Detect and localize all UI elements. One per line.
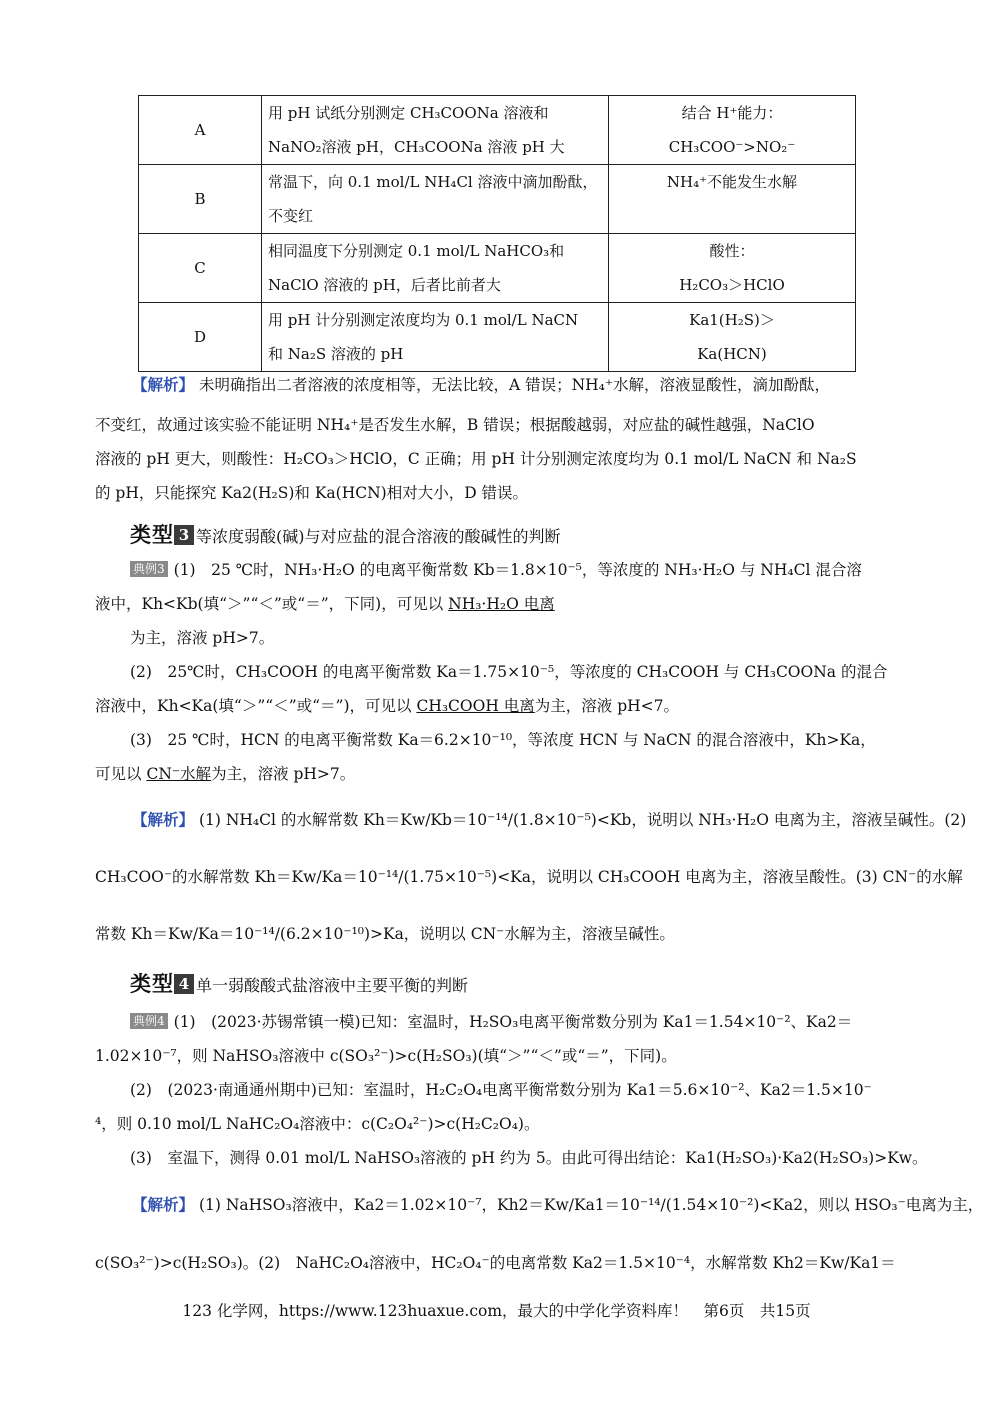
question-line: ⁴，则 0.10 mol/L NaHC₂O₄溶液中：c(C₂O₄²⁻)>c(H₂C₂O₄)。 xyxy=(95,1115,540,1133)
analysis-tag: 【解析】 xyxy=(132,375,195,394)
question-line: 为主，溶液 pH>7。 xyxy=(130,629,275,647)
question-line: (3) 室温下，测得 0.01 mol/L NaHSO₃溶液的 pH 约为 5。由此可得出结论：Ka1(H₂SO₃)·Ka2(H₂SO₃)>Kw。 xyxy=(130,1149,928,1167)
text-line: 的 pH，只能探究 Ka2(H₂S)和 Ka(HCN)相对大小，D 错误。 xyxy=(95,484,529,502)
question-line: 液中，Kh<Kb(填“＞”“＜”或“＝”，下同)，可见以 NH₃·H₂O 电离 xyxy=(95,595,555,613)
table-row xyxy=(139,234,856,303)
answer-blank: CH₃COOH 电离 xyxy=(416,697,535,715)
question-line: 溶液中，Kh<Ka(填“＞”“＜”或“＝”)，可见以 CH₃COOH 电离为主，溶液 pH<7。 xyxy=(95,697,679,715)
analysis-tag: 【解析】 xyxy=(132,810,195,829)
section-title: 单一弱酸酸式盐溶液中主要平衡的判断 xyxy=(196,976,469,995)
question-line: 典例3 (1) 25 ℃时，NH₃·H₂O 的电离平衡常数 Kb＝1.8×10⁻⁵，等浓度的 NH₃·H₂O 与 NH₄Cl 混合溶 xyxy=(130,558,898,580)
text-line: CH₃COO⁻的水解常数 Kh＝Kw/Ka＝10⁻¹⁴/(1.75×10⁻⁵)<Ka，说明以 CH₃COOH 电离为主，溶液呈酸性。(3) CN⁻的水解 xyxy=(95,868,963,886)
option-label: C xyxy=(139,234,262,303)
operation-cell: 常温下，向 0.1 mol/L NH₄Cl 溶液中滴加酚酞， 不变红 xyxy=(262,165,609,234)
option-label: D xyxy=(139,303,262,372)
text-line: 不变红，故通过该实验不能证明 NH₄⁺是否发生水解，B 错误；根据酸越弱，对应盐的碱性越强，NaClO xyxy=(95,416,815,434)
analysis-tag: 【解析】 xyxy=(132,1195,195,1214)
text-line: 常数 Kh＝Kw/Ka＝10⁻¹⁴/(6.2×10⁻¹⁰)>Ka，说明以 CN⁻水解为主，溶液呈碱性。 xyxy=(95,925,675,943)
text-line: 未明确指出二者溶液的浓度相等，无法比较，A 错误；NH₄⁺水解，溶液显酸性，滴加酚酞， xyxy=(198,376,831,394)
example-badge: 典例3 xyxy=(130,561,168,577)
table-row xyxy=(139,303,856,372)
operation-cell: 用 pH 计分别测定浓度均为 0.1 mol/L NaCN 和 Na₂S 溶液的 pH xyxy=(262,303,609,372)
conclusion-cell: 酸性： H₂CO₃＞HClO xyxy=(609,234,856,303)
section-heading: 类型 4 单一弱酸酸式盐溶液中主要平衡的判断 xyxy=(130,971,469,996)
text-line: 溶液的 pH 更大，则酸性：H₂CO₃＞HClO，C 正确；用 pH 计分别测定浓度均为 0.1 mol/L NaCN 和 Na₂S xyxy=(95,450,857,468)
option-label: A xyxy=(139,96,262,165)
options-table xyxy=(138,95,856,372)
table-row xyxy=(139,165,856,234)
question-line: 典例4 (1) (2023·苏锡常镇一模)已知：室温时，H₂SO₃电离平衡常数分别为 Ka1＝1.54×10⁻²、Ka2＝ xyxy=(130,1010,898,1032)
analysis-paragraph: 【解析】 (1) NH₄Cl 的水解常数 Kh＝Kw/Kb＝10⁻¹⁴/(1.8×10⁻⁵)<Kb，说明以 NH₃·H₂O 电离为主，溶液呈碱性。(2) xyxy=(132,810,967,829)
example-badge: 典例4 xyxy=(130,1013,168,1029)
question-line: 1.02×10⁻⁷，则 NaHSO₃溶液中 c(SO₃²⁻)>c(H₂SO₃)(填“＞”“＜”或“＝”，下同)。 xyxy=(95,1047,677,1065)
analysis-paragraph xyxy=(132,373,898,395)
conclusion-cell: NH₄⁺不能发生水解 xyxy=(609,165,856,234)
option-label: B xyxy=(139,165,262,234)
question-line: (2) (2023·南通通州期中)已知：室温时，H₂C₂O₄电离平衡常数分别为 Ka1＝5.6×10⁻²、Ka2＝1.5×10⁻ xyxy=(130,1081,872,1099)
conclusion-cell: Ka1(H₂S)＞ Ka(HCN) xyxy=(609,303,856,372)
table-row xyxy=(139,96,856,165)
section-heading: 类型 3 等浓度弱酸(碱)与对应盐的混合溶液的酸碱性的判断 xyxy=(130,522,561,547)
answer-blank: CN⁻水解 xyxy=(146,765,212,783)
section-number-badge: 4 xyxy=(174,974,194,994)
page-footer: 123 化学网，https://www.123huaxue.com，最大的中学化学资料库！ 第6页 共15页 xyxy=(182,1302,811,1320)
answer-blank: NH₃·H₂O 电离 xyxy=(448,595,555,613)
operation-cell: 相同温度下分别测定 0.1 mol/L NaHCO₃和 NaClO 溶液的 pH，后者比前者大 xyxy=(262,234,609,303)
section-number-badge: 3 xyxy=(174,525,194,545)
text-line: c(SO₃²⁻)>c(H₂SO₃)。(2) NaHC₂O₄溶液中，HC₂O₄⁻的电离常数 Ka2＝1.5×10⁻⁴，水解常数 Kh2＝Kw/Ka1＝ xyxy=(95,1254,896,1272)
question-line: (3) 25 ℃时，HCN 的电离平衡常数 Ka＝6.2×10⁻¹⁰，等浓度 HCN 与 NaCN 的混合溶液中，Kh>Ka， xyxy=(130,731,876,749)
section-title: 等浓度弱酸(碱)与对应盐的混合溶液的酸碱性的判断 xyxy=(196,527,561,546)
question-line: 可见以 CN⁻水解为主，溶液 pH>7。 xyxy=(95,765,356,783)
operation-cell: 用 pH 试纸分别测定 CH₃COONa 溶液和 NaNO₂溶液 pH，CH₃COONa 溶液 pH 大 xyxy=(262,96,609,165)
analysis-paragraph: 【解析】 (1) NaHSO₃溶液中，Ka2＝1.02×10⁻⁷，Kh2＝Kw/Ka1＝10⁻¹⁴/(1.54×10⁻²)<Ka2，则以 HSO₃⁻电离为主， xyxy=(132,1195,984,1214)
conclusion-cell: 结合 H⁺能力： CH₃COO⁻>NO₂⁻ xyxy=(609,96,856,165)
question-line: (2) 25℃时，CH₃COOH 的电离平衡常数 Ka＝1.75×10⁻⁵，等浓度的 CH₃COOH 与 CH₃COONa 的混合 xyxy=(130,663,888,681)
